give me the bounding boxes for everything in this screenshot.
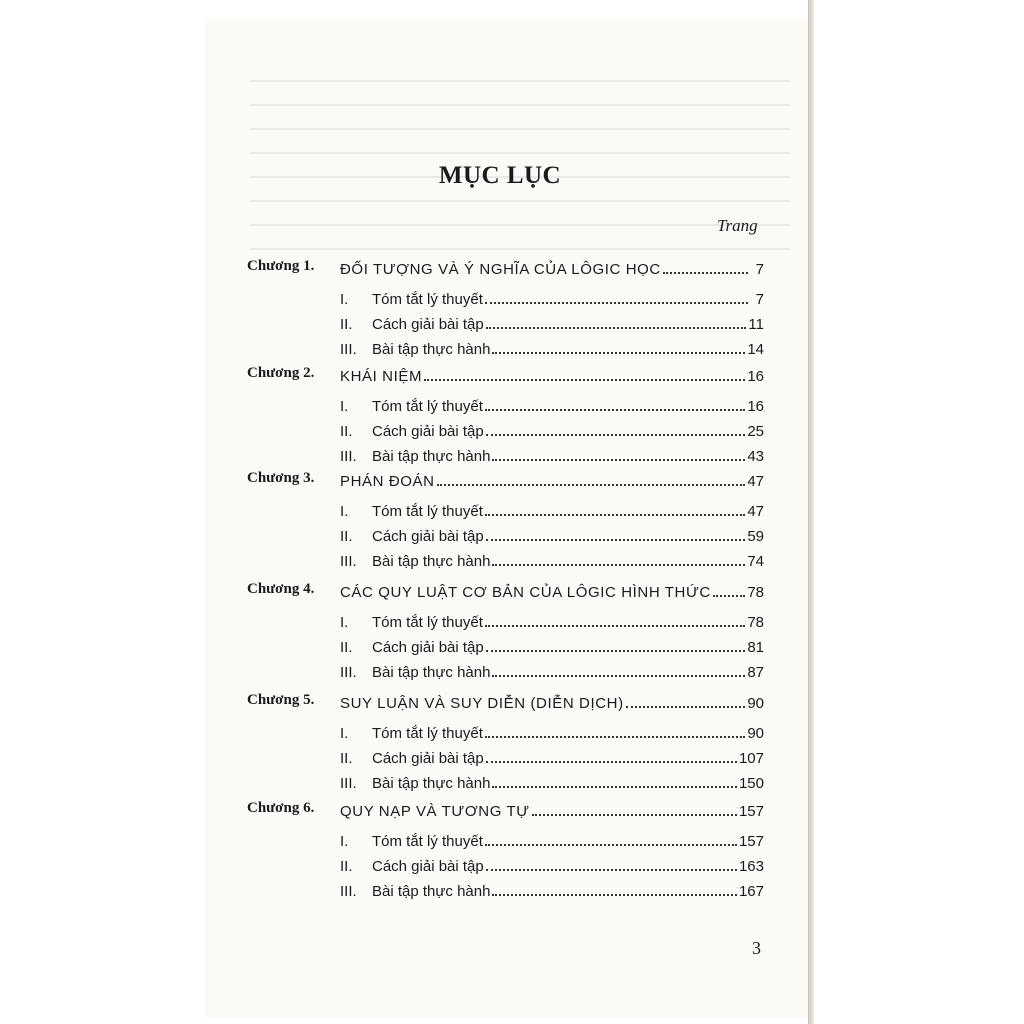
section-page-number: 7 [755,291,764,308]
dot-leader [486,420,746,436]
dot-leader [486,313,747,329]
toc-section-row [340,880,764,904]
toc-chapter-row [247,258,764,282]
book-spine [808,0,814,1024]
section-page-number: 167 [738,883,764,900]
dot-leader [492,661,745,677]
chapter-title: SUY LUẬN VÀ SUY DIỄN (DIỄN DỊCH) [340,695,624,712]
toc-section-row [340,722,764,746]
section-page-number: 16 [747,398,764,415]
dot-leader [485,288,748,304]
toc-section-row [340,611,764,635]
section-number: III. [340,883,357,900]
toc-chapter-row [247,800,764,824]
section-title: Cách giải bài tập [372,750,484,767]
chapter-title: PHÁN ĐOÁN [340,473,435,490]
section-title: Cách giải bài tập [372,316,484,333]
section-page-number: 157 [738,833,764,850]
toc-section-row [340,636,764,660]
dot-leader [485,395,745,411]
section-title: Tóm tắt lý thuyết [372,291,483,308]
section-number: I. [340,725,349,742]
section-title: Tóm tắt lý thuyết [372,398,483,415]
section-number: I. [340,291,349,308]
dot-leader [492,880,737,896]
section-title: Cách giải bài tập [372,423,484,440]
chapter-page-number: 157 [738,803,764,820]
toc-section-row [340,338,764,362]
section-title: Tóm tắt lý thuyết [372,725,483,742]
dot-leader [424,365,745,381]
toc-chapter-row [247,365,764,389]
section-page-number: 74 [747,553,764,570]
section-number: II. [340,528,353,545]
toc-chapter-row [247,581,764,605]
chapter-title: KHÁI NIỆM [340,368,423,385]
section-title: Bài tập thực hành [372,883,491,900]
section-title: Tóm tắt lý thuyết [372,503,483,520]
section-number: III. [340,664,357,681]
section-page-number: 163 [738,858,764,875]
toc-section-row [340,500,764,524]
toc-section-row [340,525,764,549]
dot-leader [486,855,737,871]
chapter-page-number: 7 [755,261,764,278]
chapter-page-number: 47 [747,473,764,490]
section-page-number: 78 [747,614,764,631]
section-title: Cách giải bài tập [372,858,484,875]
section-number: II. [340,858,353,875]
toc-section-row [340,313,764,337]
chapter-title: CÁC QUY LUẬT CƠ BẢN CỦA LÔGIC HÌNH THỨC [340,584,711,601]
dot-leader [486,636,746,652]
section-title: Cách giải bài tập [372,528,484,545]
dot-leader [486,525,746,541]
toc-section-row [340,830,764,854]
page-column-label: Trang [717,216,758,235]
section-page-number: 107 [738,750,764,767]
toc-section-row [340,661,764,685]
section-page-number: 47 [747,503,764,520]
dot-leader [492,338,745,354]
toc-section-row [340,288,764,312]
section-title: Bài tập thực hành [372,664,491,681]
toc-section-row [340,772,764,796]
toc-chapter-row [247,692,764,716]
section-page-number: 14 [747,341,764,358]
chapter-title: QUY NẠP VÀ TƯƠNG TỰ [340,803,530,820]
chapter-label: Chương 1. [247,258,315,274]
section-title: Bài tập thực hành [372,448,491,465]
dot-leader [713,581,746,597]
dot-leader [663,258,748,274]
chapter-page-number: 90 [747,695,764,712]
section-title: Bài tập thực hành [372,341,491,358]
section-title: Bài tập thực hành [372,553,491,570]
section-number: III. [340,553,357,570]
section-number: II. [340,423,353,440]
section-number: III. [340,775,357,792]
chapter-label: Chương 6. [247,800,315,816]
section-page-number: 90 [747,725,764,742]
chapter-page-number: 16 [747,368,764,385]
toc-title: MỤC LỤC [438,162,562,189]
dot-leader [626,692,746,708]
section-number: III. [340,448,357,465]
dot-leader [485,611,745,627]
section-page-number: 87 [747,664,764,681]
section-title: Tóm tắt lý thuyết [372,614,483,631]
dot-leader [437,470,746,486]
dot-leader [485,830,737,846]
section-page-number: 43 [747,448,764,465]
section-number: I. [340,833,349,850]
section-number: III. [340,341,357,358]
section-number: I. [340,614,349,631]
section-number: II. [340,639,353,656]
section-title: Cách giải bài tập [372,639,484,656]
toc-chapter-row [247,470,764,494]
dot-leader [532,800,737,816]
dot-leader [492,550,745,566]
chapter-label: Chương 5. [247,692,315,708]
dot-leader [486,747,737,763]
section-number: I. [340,398,349,415]
section-title: Bài tập thực hành [372,775,491,792]
chapter-label: Chương 4. [247,581,315,597]
section-page-number: 25 [747,423,764,440]
toc-section-row [340,445,764,469]
section-page-number: 59 [747,528,764,545]
section-number: II. [340,316,353,333]
dot-leader [492,772,737,788]
dot-leader [492,445,745,461]
toc-section-row [340,550,764,574]
chapter-title: ĐỐI TƯỢNG VÀ Ý NGHĨA CỦA LÔGIC HỌC [340,261,661,278]
toc-section-row [340,747,764,771]
chapter-label: Chương 3. [247,470,315,486]
section-title: Tóm tắt lý thuyết [372,833,483,850]
section-number: I. [340,503,349,520]
chapter-label: Chương 2. [247,365,315,381]
section-number: II. [340,750,353,767]
toc-section-row [340,420,764,444]
section-page-number: 150 [738,775,764,792]
chapter-page-number: 78 [747,584,764,601]
section-page-number: 81 [747,639,764,656]
toc-section-row [340,855,764,879]
toc-section-row [340,395,764,419]
dot-leader [485,722,745,738]
page-number: 3 [752,938,761,958]
dot-leader [485,500,745,516]
section-page-number: 11 [748,316,764,333]
